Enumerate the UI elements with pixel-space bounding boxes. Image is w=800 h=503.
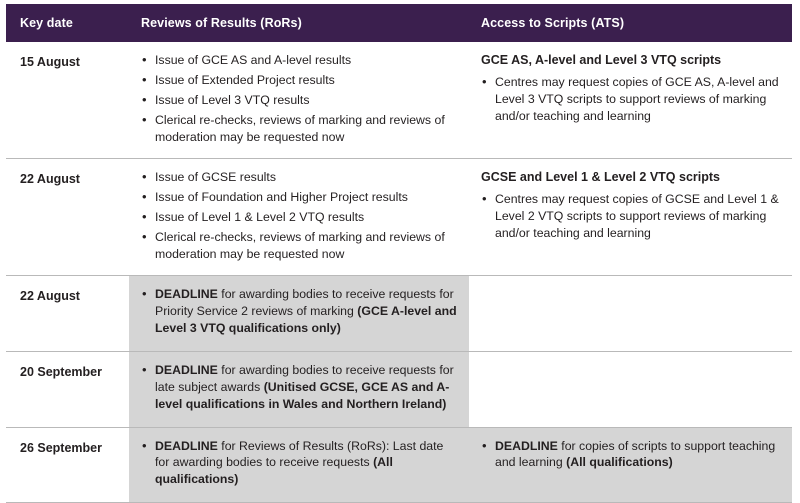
cell-ats-empty	[469, 351, 792, 427]
deadline-text: for Reviews of Results (RoRs): Last date for awarding bodies to receive requests	[155, 438, 444, 470]
deadline-label: DEADLINE	[155, 438, 218, 453]
cell-ats	[469, 158, 792, 275]
cell-key-date: 20 September	[6, 351, 129, 427]
table-body	[6, 42, 792, 503]
rors-bullet-list	[141, 52, 459, 146]
list-item	[141, 438, 459, 489]
ats-lead-text: GCE AS, A-level and Level 3 VTQ scripts	[481, 53, 722, 67]
deadline-label: DEADLINE	[155, 286, 218, 301]
list-item: • Issue of Extended Project results	[141, 72, 459, 89]
deadline-text: for awarding bodies to receive requests for Priority Service 2 reviews of marking	[155, 286, 454, 318]
list-item	[141, 286, 459, 337]
cell-ats	[469, 427, 792, 503]
deadline-scope: (Unitised GCSE, GCE AS and A-level qualifications in Wales and Northern Ireland)	[155, 379, 450, 411]
list-item: • Issue of GCSE results	[141, 169, 459, 186]
ats-bullet-list	[481, 191, 782, 242]
ats-bullet-list	[481, 438, 782, 472]
list-item: • Issue of GCE AS and A-level results	[141, 52, 459, 69]
ats-lead-text: GCSE and Level 1 & Level 2 VTQ scripts	[481, 169, 720, 184]
cell-rors	[129, 42, 469, 158]
list-item	[141, 362, 459, 413]
deadline-label: DEADLINE	[155, 362, 218, 377]
rors-bullet-list	[141, 438, 459, 489]
cell-ats	[469, 42, 792, 158]
ats-bullet-list	[481, 74, 782, 125]
cell-key-date: 15 August	[6, 42, 129, 158]
schedule-table-container	[0, 4, 800, 503]
rors-bullet-list	[141, 362, 459, 413]
list-item: • Clerical re-checks, reviews of marking and reviews of moderation may be requested now	[141, 229, 459, 263]
column-header-rors: Reviews of Results (RoRs)	[129, 4, 469, 42]
cell-rors	[129, 427, 469, 503]
list-item: • Clerical re-checks, reviews of marking and reviews of moderation may be requested now	[141, 112, 459, 146]
cell-key-date: 22 August	[6, 275, 129, 351]
key-dates-table	[6, 4, 792, 503]
table-row	[6, 158, 792, 275]
deadline-label: DEADLINE	[495, 438, 558, 453]
column-header-key-date: Key date	[6, 4, 129, 42]
table-row	[6, 351, 792, 427]
list-item: • Issue of Level 1 & Level 2 VTQ results	[141, 209, 459, 226]
list-item: • Issue of Foundation and Higher Project results	[141, 189, 459, 206]
cell-ats-empty	[469, 275, 792, 351]
column-header-ats: Access to Scripts (ATS)	[469, 4, 792, 42]
table-row	[6, 42, 792, 158]
header-row	[6, 4, 792, 42]
list-item: • Centres may request copies of GCE AS, A-level and Level 3 VTQ scripts to support reviews of marking and/or teaching and learning	[481, 74, 782, 125]
list-item: • Centres may request copies of GCSE and Level 1 & Level 2 VTQ scripts to support reviews of marking and/or teaching and learning	[481, 191, 782, 242]
rors-bullet-list	[141, 286, 459, 337]
deadline-text: for copies of scripts to support teaching and learning	[495, 438, 776, 470]
table-row	[6, 275, 792, 351]
list-item: • Issue of Level 3 VTQ results	[141, 92, 459, 109]
deadline-text: for awarding bodies to receive requests for late subject awards	[155, 362, 454, 394]
table-header	[6, 4, 792, 42]
cell-rors	[129, 275, 469, 351]
table-row	[6, 427, 792, 503]
deadline-scope: (All qualifications)	[566, 455, 673, 470]
deadline-scope: (GCE A-level and Level 3 VTQ qualifications only)	[155, 303, 457, 335]
deadline-scope: (All qualifications)	[155, 455, 393, 487]
cell-key-date: 22 August	[6, 158, 129, 275]
rors-bullet-list	[141, 169, 459, 263]
cell-rors	[129, 158, 469, 275]
cell-key-date: 26 September	[6, 427, 129, 503]
cell-rors	[129, 351, 469, 427]
list-item	[481, 438, 782, 472]
